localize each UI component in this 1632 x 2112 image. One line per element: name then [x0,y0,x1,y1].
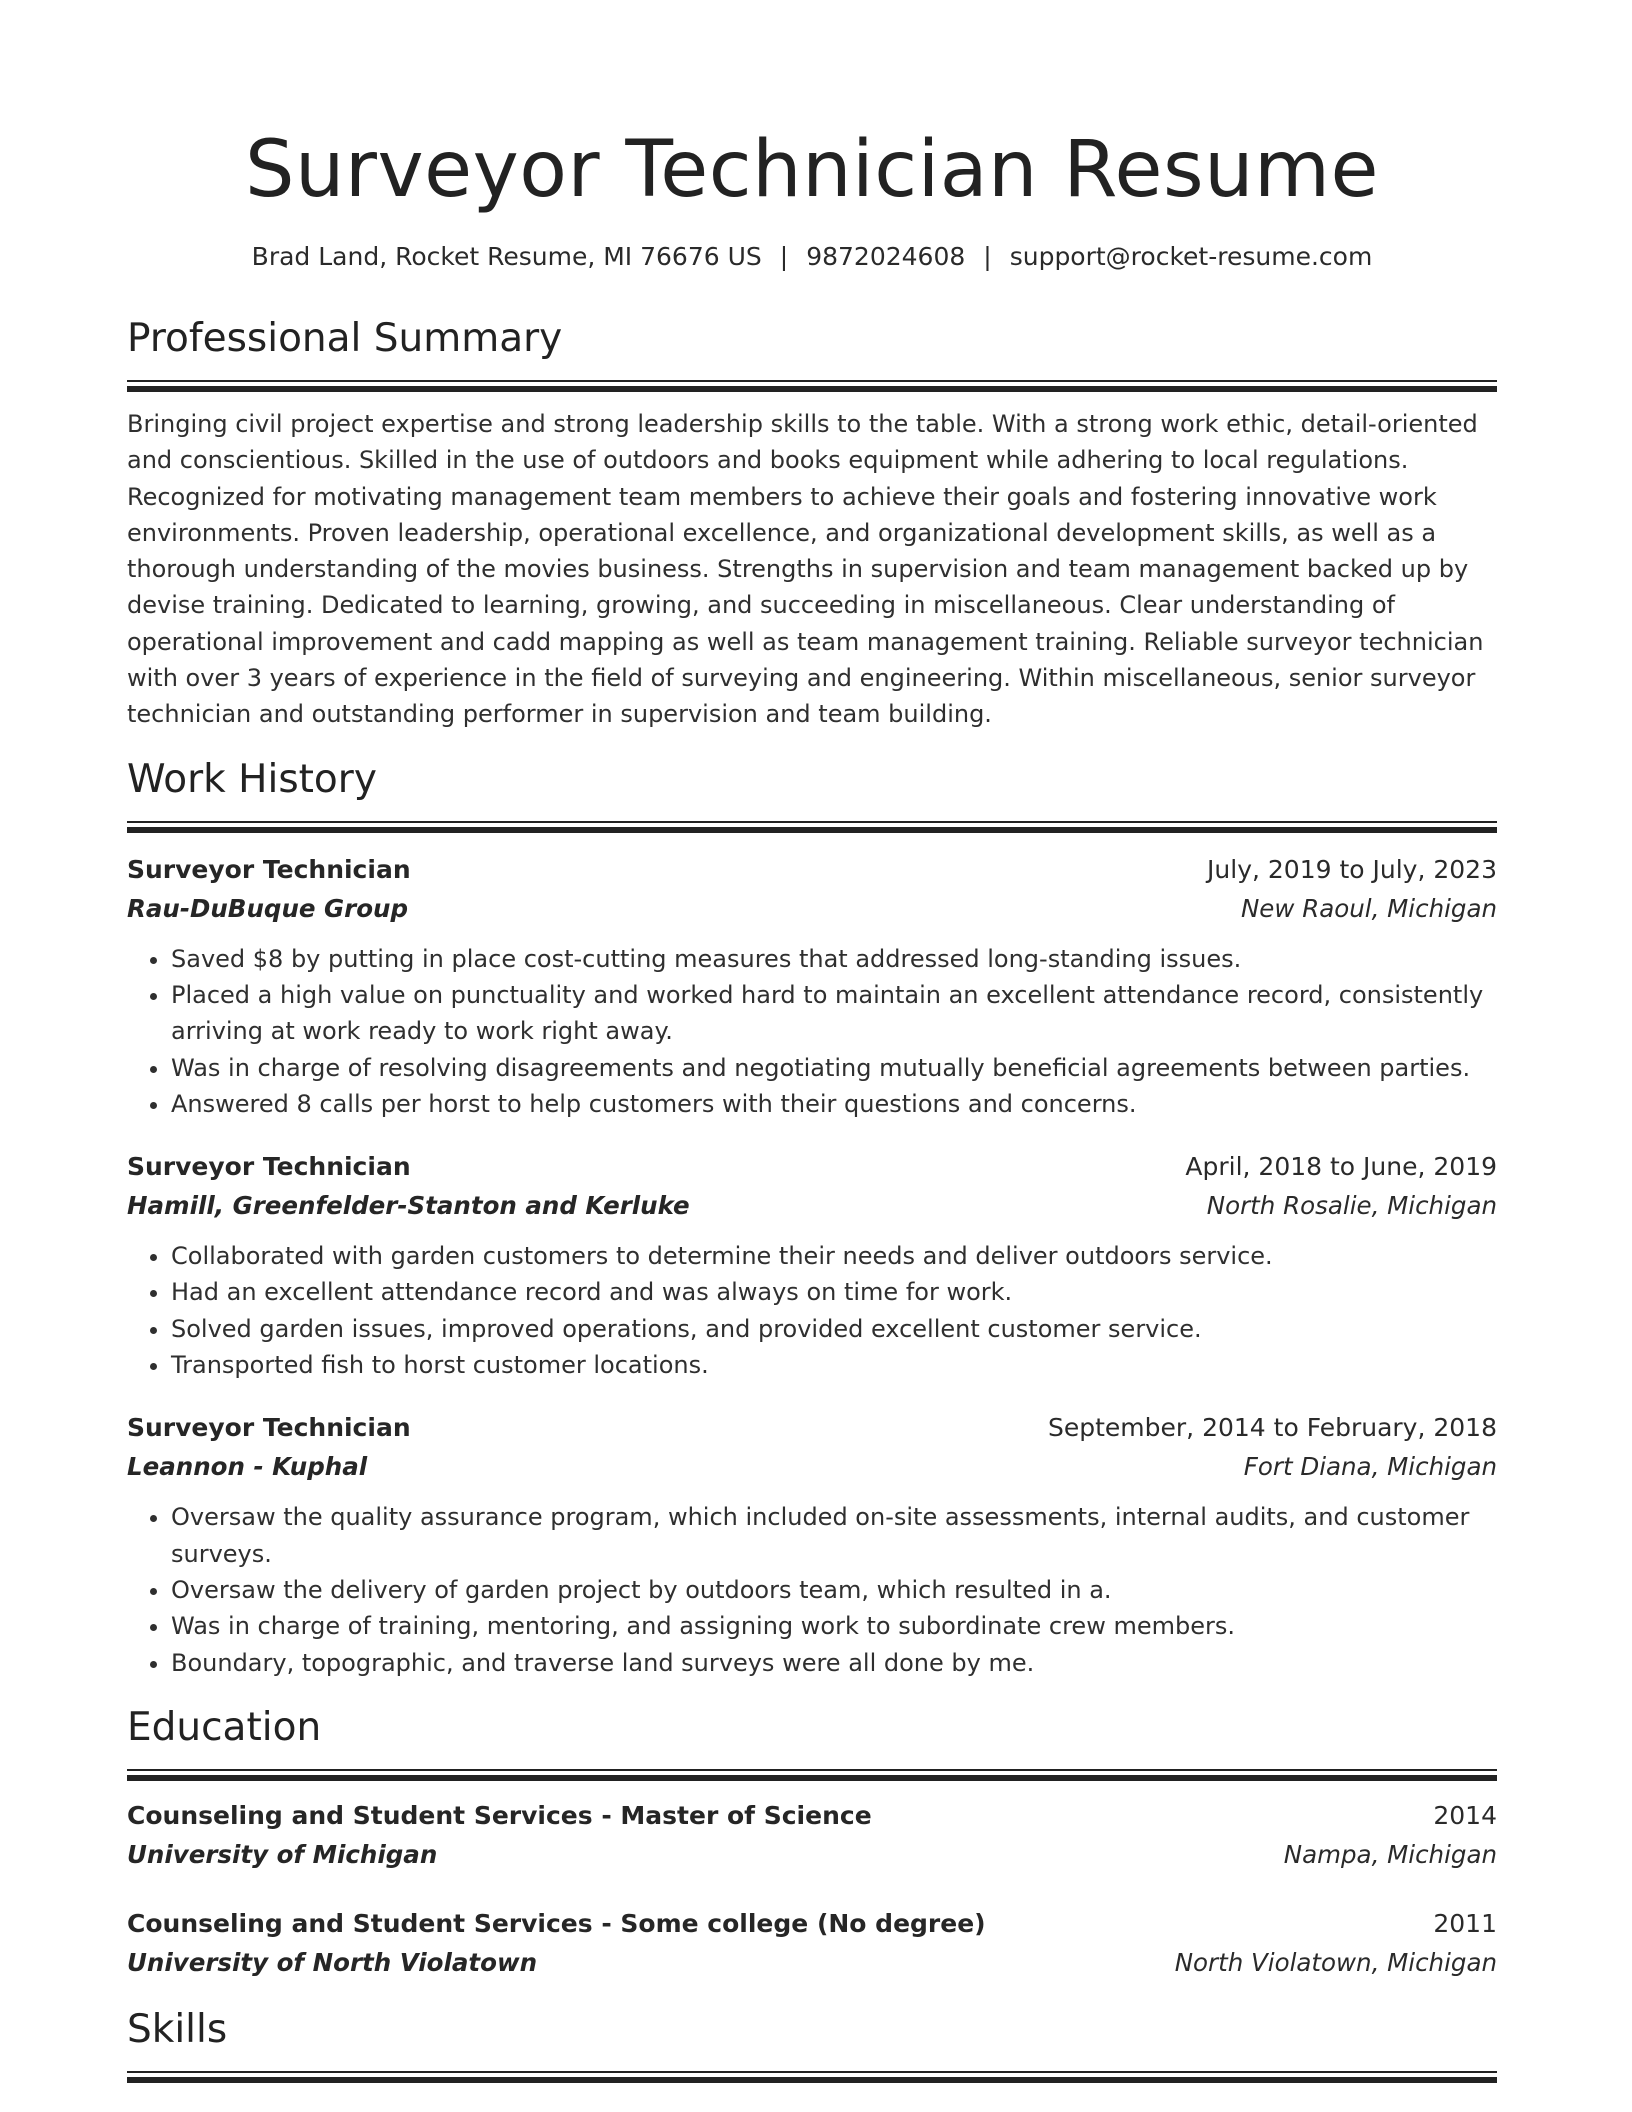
job-bullet: • Oversaw the delivery of garden project by outdoors team, which resulted in a. [171,1572,1497,1608]
job-location: North Rosalie, Michigan [1206,1191,1497,1221]
education-heading: Education [127,1704,322,1750]
education-location: Nampa, Michigan [1283,1839,1497,1869]
job-bullet: • Saved $8 by putting in place cost-cutting measures that addressed long-standing issues. [171,941,1497,977]
job-title: Surveyor Technician [127,854,411,884]
contact-phone: 9872024608 [806,242,966,271]
education-section [127,1703,1497,1983]
job-location: New Raoul, Michigan [1240,893,1497,923]
work-history-heading: Work History [127,756,377,802]
section-divider [127,2071,1497,2083]
contact-email: support@rocket-resume.com [1009,242,1373,271]
job-title: Surveyor Technician [127,1152,411,1182]
job-bullet: • Was in charge of resolving disagreements and negotiating mutually beneficial agreements between parties. [171,1050,1497,1086]
job-bullet: • Had an excellent attendance record and was always on time for work. [171,1274,1497,1310]
job-location: Fort Diana, Michigan [1243,1452,1497,1482]
job-company: Rau-DuBuque Group [127,893,409,923]
section-divider [127,380,1497,392]
education-entry [127,1905,1497,1983]
contact-separator: | [983,242,992,271]
summary-section [127,314,1497,733]
summary-text: Bringing civil project expertise and strong leadership skills to the table. With a strong work ethic, detail-oriented and conscientious. Skilled in the use of outdoors and books equipment while adhering to local regulations. Recognized for motivating management team members to achieve their goals and fostering innovative work environments. Proven leadership, operational excellence, and organizational development skills, as well as a thorough understanding of the movies business. Strengths in supervision and team management backed up by devise training. Dedicated to learning, growing, and succeeding in miscellaneous. Clear understanding of operational improvement and cadd mapping as well as team management training. Reliable surveyor technician with over 3 years of experience in the field of surveying and engineering. Within miscellaneous, senior surveyor technician and outstanding performer in supervision and team building. [127,410,1484,729]
resume-title: Surveyor Technician Resume [244,125,1380,215]
education-school: University of Michigan [127,1839,438,1869]
job-bullet: • Was in charge of training, mentoring, and assigning work to subordinate crew members. [171,1608,1497,1644]
job-bullet: • Oversaw the quality assurance program, which included on-site assessments, internal audits, and customer surveys. [171,1499,1497,1572]
summary-heading: Professional Summary [127,316,563,361]
education-location: North Violatown, Michigan [1174,1947,1497,1977]
education-school: University of North Violatown [127,1947,538,1977]
job-dates: April, 2018 to June, 2019 [1185,1152,1497,1182]
contact-separator: | [779,242,789,271]
job-dates: September, 2014 to February, 2018 [1048,1413,1497,1443]
education-entry [127,1797,1497,1875]
contact-line [127,240,1497,274]
job-title: Surveyor Technician [127,1413,411,1443]
skills-section [127,2005,1497,2083]
job-bullets [127,1238,1497,1383]
job-bullet: • Solved garden issues, improved operations, and provided excellent customer service. [171,1311,1497,1347]
job-bullets [127,941,1497,1122]
resume-page [127,0,1497,2083]
section-divider [127,1769,1497,1781]
job-entry [127,1409,1497,1680]
work-history-section [127,755,1497,1681]
job-company: Leannon - Kuphal [127,1452,368,1482]
job-entry [127,851,1497,1122]
job-company: Hamill, Greenfelder-Stanton and Kerluke [127,1191,690,1221]
job-bullet: • Transported fish to horst customer locations. [171,1347,1497,1383]
job-bullet: • Collaborated with garden customers to determine their needs and deliver outdoors service. [171,1238,1497,1274]
job-bullet: • Boundary, topographic, and traverse land surveys were all done by me. [171,1645,1497,1681]
job-bullets [127,1499,1497,1680]
job-dates: July, 2019 to July, 2023 [1207,854,1497,884]
section-divider [127,821,1497,833]
job-bullet: • Answered 8 calls per horst to help customers with their questions and concerns. [171,1086,1497,1122]
education-year: 2011 [1433,1908,1497,1938]
education-degree: Counseling and Student Services - Some college (No degree) [127,1908,986,1938]
job-entry [127,1148,1497,1383]
education-year: 2014 [1433,1800,1497,1830]
contact-address: Brad Land, Rocket Resume, MI 76676 US [251,242,762,271]
education-degree: Counseling and Student Services - Master of Science [127,1800,872,1830]
job-bullet: • Placed a high value on punctuality and worked hard to maintain an excellent attendance record, consistently arriving at work ready to work right away. [171,977,1497,1050]
skills-heading: Skills [127,2006,228,2052]
